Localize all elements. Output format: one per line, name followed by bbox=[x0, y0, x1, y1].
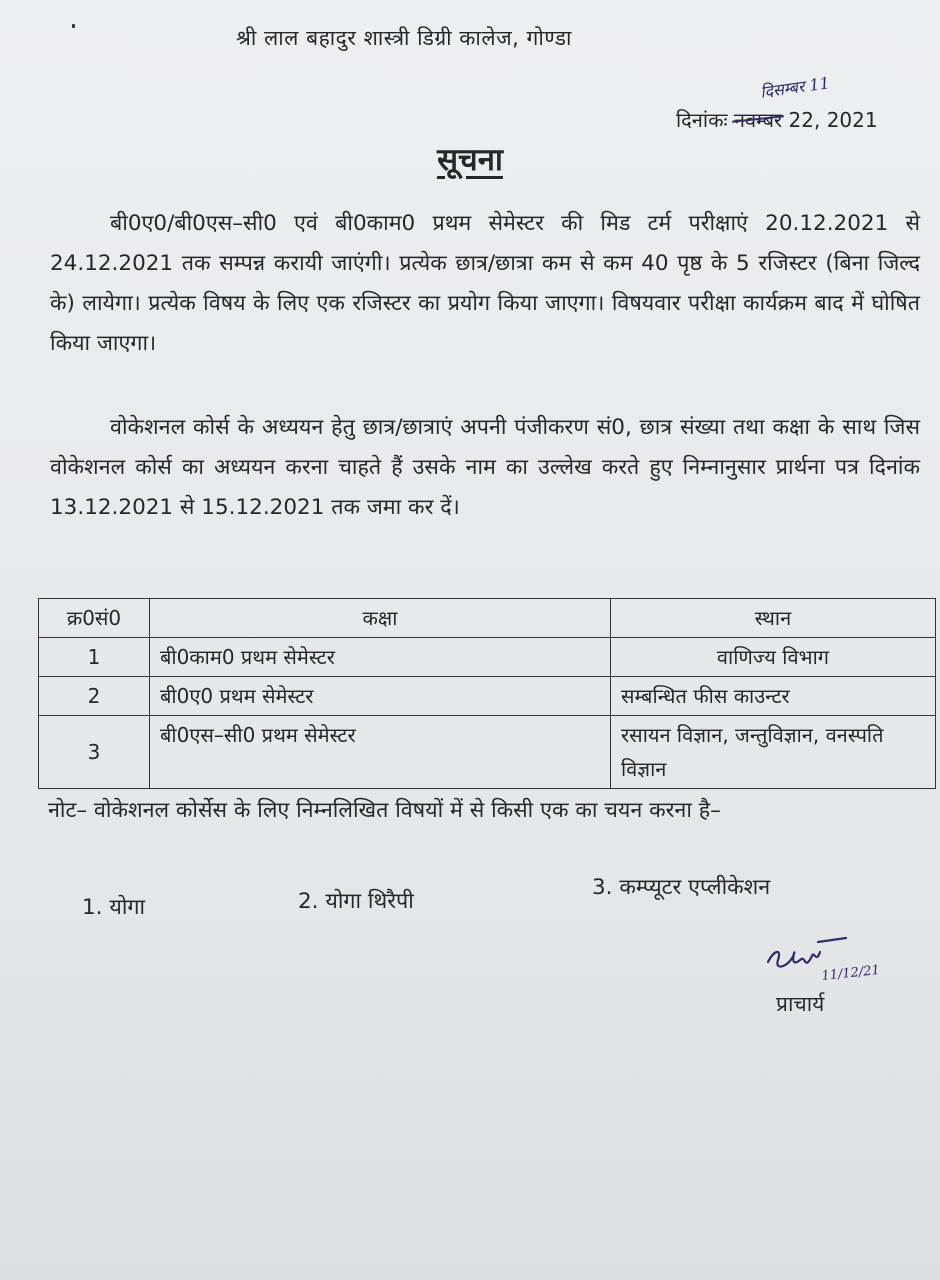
cell-class: बी0ए0 प्रथम सेमेस्टर bbox=[150, 677, 611, 716]
principal-signature bbox=[760, 930, 890, 990]
date-month-struck: नवम्बर bbox=[733, 108, 783, 132]
cell-sn: 3 bbox=[39, 716, 150, 789]
date-day: 22, bbox=[788, 108, 821, 132]
notice-title: सूचना bbox=[437, 142, 503, 178]
option-yoga-therapy: 2. योगा थिरैपी bbox=[298, 889, 414, 914]
cell-place: सम्बन्धित फीस काउन्टर bbox=[611, 677, 936, 716]
paragraph-exam: बी0ए0/बी0एस–सी0 एवं बी0काम0 प्रथम सेमेस्टर की मिड टर्म परीक्षाएं 20.12.2021 से 24.12.2021 तक सम्पन्न करायी जाएंगी। प्रत्येक छात्र/छात्रा कम से कम 40 पृष्ठ के 5 रजिस्टर (बिना जिल्द के) लायेगा। प्रत्येक विषय के लिए एक रजिस्टर का प्रयोग किया जाएगा। विषयवार परीक्षा कार्यक्रम बाद में घोषित किया जाएगा। bbox=[50, 211, 920, 356]
header-sn: क्र0सं0 bbox=[39, 599, 150, 638]
option-computer-application: 3. कम्प्यूटर एप्लीकेशन bbox=[592, 875, 771, 900]
header-place: स्थान bbox=[611, 599, 936, 638]
principal-designation: प्राचार्य bbox=[776, 992, 825, 1016]
paragraph-vocational: वोकेशनल कोर्स के अध्ययन हेतु छात्र/छात्राएं अपनी पंजीकरण सं0, छात्र संख्या तथा कक्षा के साथ जिस वोकेशनल कोर्स का अध्ययन करना चाहते हैं उसके नाम का उल्लेख करते हुए निम्नानुसार प्रार्थना पत्र दिनांक 13.12.2021 से 15.12.2021 तक जमा कर दें। bbox=[50, 415, 920, 520]
table-row bbox=[39, 716, 936, 789]
table-header-row bbox=[39, 599, 936, 638]
date-label: दिनांकः bbox=[676, 108, 728, 132]
date-year: 2021 bbox=[826, 108, 878, 132]
ink-dot bbox=[72, 24, 75, 28]
cell-class: बी0काम0 प्रथम सेमेस्टर bbox=[150, 638, 611, 677]
cell-place: वाणिज्य विभाग bbox=[611, 638, 936, 677]
cell-class: बी0एस–सी0 प्रथम सेमेस्टर bbox=[150, 716, 611, 789]
date-line bbox=[676, 106, 878, 133]
submission-table bbox=[38, 598, 936, 789]
cell-place: रसायन विज्ञान, जन्तुविज्ञान, वनस्पति विज्ञान bbox=[611, 716, 936, 789]
header-class: कक्षा bbox=[150, 599, 611, 638]
cell-sn: 2 bbox=[39, 677, 150, 716]
option-yoga: 1. योगा bbox=[82, 895, 146, 920]
note-text: नोट– वोकेशनल कोर्सेस के लिए निम्नलिखित विषयों में से किसी एक का चयन करना है– bbox=[48, 798, 721, 823]
table-row bbox=[39, 677, 936, 716]
signature-date: 11/12/21 bbox=[820, 962, 881, 984]
college-name: श्री लाल बहादुर शास्त्री डिग्री कालेज, गोण्डा bbox=[236, 26, 572, 50]
cell-sn: 1 bbox=[39, 638, 150, 677]
table-row bbox=[39, 638, 936, 677]
handwritten-date-correction: दिसम्बर 11 bbox=[759, 73, 831, 102]
